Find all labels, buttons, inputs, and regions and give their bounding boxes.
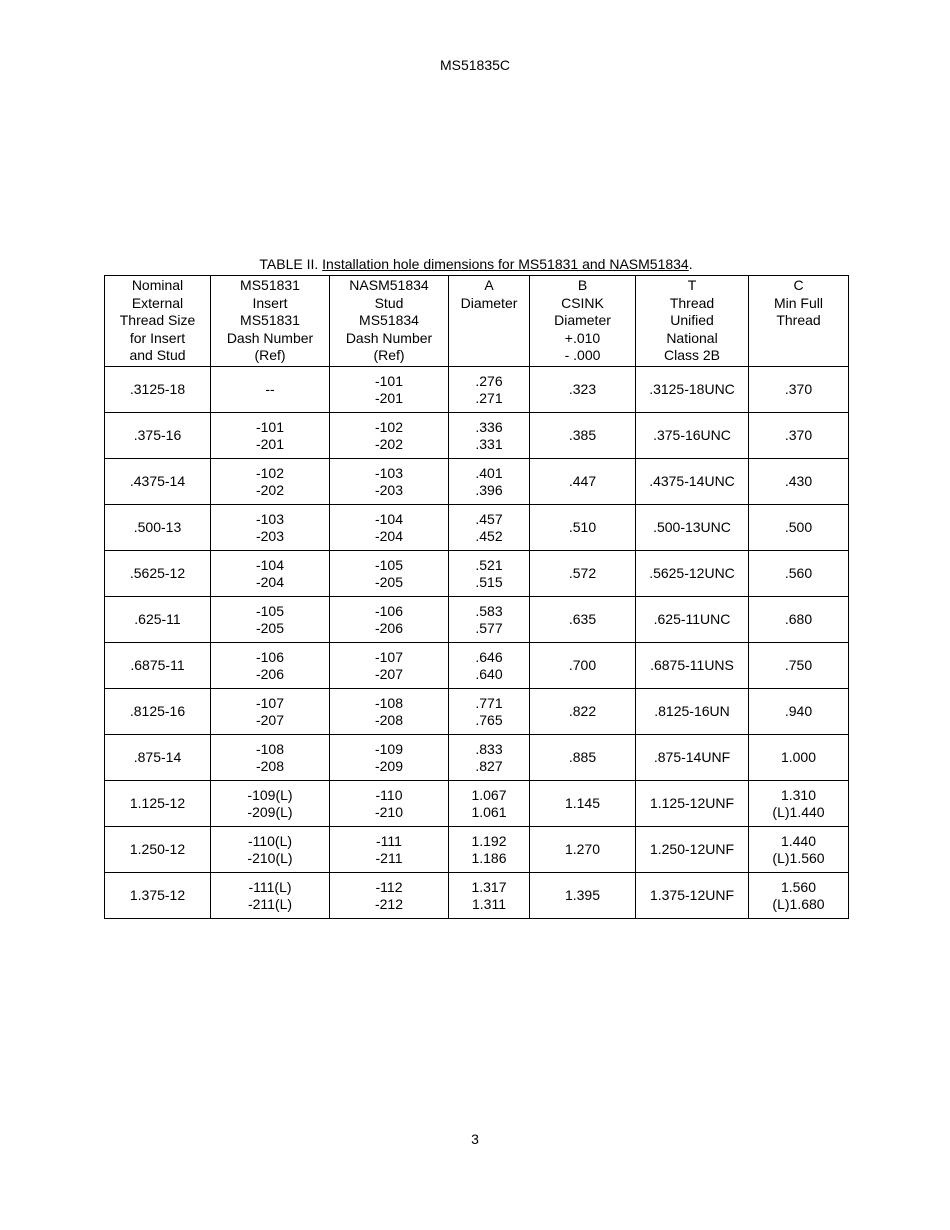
cell-line: .276 [475,372,503,389]
header-row [105,276,849,367]
cell-line: (L)1.680 [772,895,825,912]
cell-insert-dash [211,505,330,551]
cell-insert-dash [211,643,330,689]
cell-line: -203 [255,527,285,544]
header-c-min-thread [749,276,849,367]
cell-line: -111 [376,832,402,849]
header-line: MS51831 [240,277,300,293]
cell-insert-dash [211,367,330,413]
cell-stud-dash [330,735,449,781]
header-line: Diameter [460,294,518,311]
header-line: B [577,277,588,293]
cell-line: -201 [374,389,404,406]
header-line: Diameter [554,312,611,329]
header-line: Class 2B [663,347,721,364]
cell-line: -208 [255,757,285,774]
cell-line: -101 [255,418,285,435]
cell-line: .646 [475,648,503,665]
cell-line: -109 [374,740,404,757]
cell-c-min-thread [749,459,849,505]
header-line: Thread [669,294,715,311]
cell-line: -211(L) [247,895,293,912]
cell-c-min-thread [749,827,849,873]
caption-prefix: TABLE II. [259,256,323,272]
cell-line: -210(L) [247,849,293,866]
table-row [105,459,849,505]
cell-thread-size: .375-16 [105,413,211,459]
cell-a-diameter [449,827,530,873]
cell-line: -206 [255,665,285,682]
cell-line: .577 [475,619,503,636]
header-b-csink [530,276,636,367]
cell-line: -205 [255,619,285,636]
header-stud-dash [330,276,449,367]
cell-a-diameter [449,551,530,597]
cell-a-diameter [449,367,530,413]
cell-line: -108 [374,694,404,711]
table-row [105,413,849,459]
cell-c-min-thread [749,643,849,689]
cell-line: -202 [255,481,285,498]
cell-t-thread: .5625-12UNC [636,551,749,597]
cell-line: 1.310 [780,786,817,803]
cell-thread-size: .8125-16 [105,689,211,735]
header-line: and Stud [129,347,186,364]
cell-insert-dash [211,459,330,505]
cell-line: 1.317 [471,878,507,895]
cell-b-csink: 1.395 [530,873,636,919]
cell-c-min-thread [749,735,849,781]
header-thread-size [105,276,211,367]
cell-line: .396 [475,481,503,498]
header-line: Unified [670,312,714,329]
table-row [105,873,849,919]
cell-t-thread: .375-16UNC [636,413,749,459]
cell-line: -107 [255,694,285,711]
cell-thread-size: 1.250-12 [105,827,211,873]
caption-title: Installation hole dimensions for MS51831 and NASM51834 [322,256,689,272]
cell-line: -110 [375,786,403,803]
header-line: (Ref) [373,347,405,364]
cell-b-csink: .385 [530,413,636,459]
cell-line: -111(L) [248,878,292,895]
cell-line: -202 [374,435,404,452]
cell-thread-size: .5625-12 [105,551,211,597]
cell-line: .583 [475,602,503,619]
table-header [105,276,849,367]
header-line: Dash Number [345,329,433,346]
cell-line: -206 [374,619,404,636]
cell-line: .370 [784,381,813,397]
header-line: National [666,329,718,346]
header-line: External [131,294,184,311]
cell-a-diameter [449,689,530,735]
cell-stud-dash [330,459,449,505]
cell-thread-size: .875-14 [105,735,211,781]
cell-line: -101 [374,372,404,389]
cell-line: .430 [784,473,813,489]
cell-line: -102 [374,418,404,435]
cell-c-min-thread [749,597,849,643]
cell-line: 1.061 [471,803,507,820]
cell-line: -107 [374,648,404,665]
cell-line: 1.000 [780,749,817,765]
cell-t-thread: .8125-16UN [636,689,749,735]
cell-line: .452 [475,527,503,544]
cell-stud-dash [330,367,449,413]
cell-c-min-thread [749,505,849,551]
cell-b-csink: .323 [530,367,636,413]
header-line: (Ref) [254,347,286,364]
cell-c-min-thread [749,689,849,735]
cell-b-csink: 1.145 [530,781,636,827]
cell-stud-dash [330,597,449,643]
cell-stud-dash [330,413,449,459]
cell-stud-dash [330,505,449,551]
cell-t-thread: .500-13UNC [636,505,749,551]
cell-insert-dash [211,597,330,643]
cell-c-min-thread [749,367,849,413]
cell-b-csink: .447 [530,459,636,505]
cell-line: .680 [784,611,813,627]
cell-t-thread: .625-11UNC [636,597,749,643]
header-line: MS51831 [240,312,300,329]
table-row [105,689,849,735]
cell-line: -110(L) [247,832,293,849]
cell-line: .833 [475,740,503,757]
cell-line: (L)1.560 [772,849,825,866]
cell-line: -102 [255,464,285,481]
table-row [105,735,849,781]
caption-suffix: . [688,256,693,272]
cell-b-csink: .822 [530,689,636,735]
cell-stud-dash [330,643,449,689]
table-row [105,505,849,551]
cell-line: -104 [255,556,285,573]
header-line: +.010 [564,329,601,346]
cell-line: -103 [255,510,285,527]
cell-a-diameter [449,597,530,643]
header-line: Nominal [131,277,184,293]
cell-line: -105 [255,602,285,619]
cell-c-min-thread [749,781,849,827]
cell-line: .560 [784,565,813,581]
header-line: Insert [252,294,288,311]
cell-line: -105 [374,556,404,573]
cell-line: -203 [374,481,404,498]
header-line: Stud [374,294,404,311]
table-body [105,367,849,919]
table-caption [104,256,848,272]
cell-line: .521 [475,556,503,573]
table-row [105,643,849,689]
cell-line: -210 [374,803,404,820]
cell-b-csink: .885 [530,735,636,781]
cell-b-csink: .572 [530,551,636,597]
cell-line: -201 [255,435,285,452]
cell-line: -- [265,381,275,397]
cell-insert-dash [211,735,330,781]
document-id: MS51835C [439,57,511,73]
cell-t-thread: 1.125-12UNF [636,781,749,827]
header-line: CSINK [561,294,604,311]
cell-thread-size: .3125-18 [105,367,211,413]
cell-stud-dash [330,827,449,873]
cell-b-csink: .510 [530,505,636,551]
cell-c-min-thread [749,873,849,919]
cell-line: -211 [375,849,403,866]
cell-line: -209(L) [247,803,293,820]
cell-a-diameter [449,413,530,459]
cell-line: -205 [374,573,404,590]
table-row [105,367,849,413]
cell-line: 1.192 [471,832,507,849]
cell-line: .500 [784,519,813,535]
cell-line: 1.067 [471,786,507,803]
cell-line: -208 [374,711,404,728]
cell-line: -204 [374,527,404,544]
cell-line: .771 [475,694,503,711]
cell-a-diameter [449,643,530,689]
table-row [105,781,849,827]
cell-stud-dash [330,551,449,597]
table-row [105,827,849,873]
cell-line: .370 [784,427,813,443]
cell-a-diameter [449,735,530,781]
cell-line: (L)1.440 [772,803,825,820]
cell-line: -207 [255,711,285,728]
cell-t-thread: .875-14UNF [636,735,749,781]
cell-t-thread: .6875-11UNS [636,643,749,689]
cell-insert-dash [211,551,330,597]
cell-thread-size: .625-11 [105,597,211,643]
cell-insert-dash [211,781,330,827]
cell-line: -207 [374,665,404,682]
cell-line: -112 [375,878,403,895]
cell-line: -106 [255,648,285,665]
header-line: Thread [776,312,821,329]
cell-line: 1.440 [780,832,817,849]
header-line: A [484,277,494,293]
cell-c-min-thread [749,551,849,597]
cell-line: .457 [475,510,503,527]
cell-line: .336 [475,418,503,435]
cell-t-thread: .4375-14UNC [636,459,749,505]
cell-line: .750 [784,657,813,673]
cell-b-csink: 1.270 [530,827,636,873]
cell-line: .331 [475,435,503,452]
cell-line: .271 [475,389,503,406]
header-line: NASM51834 [349,277,429,293]
cell-t-thread: 1.250-12UNF [636,827,749,873]
cell-insert-dash [211,413,330,459]
cell-insert-dash [211,873,330,919]
cell-a-diameter [449,459,530,505]
cell-line: -108 [255,740,285,757]
cell-a-diameter [449,781,530,827]
cell-insert-dash [211,827,330,873]
cell-thread-size: .500-13 [105,505,211,551]
cell-line: -209 [374,757,404,774]
installation-hole-dimensions-table [104,275,849,919]
cell-line: .515 [475,573,503,590]
header-t-thread [636,276,749,367]
cell-line: .940 [784,703,813,719]
header-line: Thread Size [119,312,196,329]
header-line: T [687,277,697,293]
cell-thread-size: .6875-11 [105,643,211,689]
cell-line: -104 [374,510,404,527]
cell-thread-size: 1.125-12 [105,781,211,827]
cell-a-diameter [449,873,530,919]
cell-thread-size: 1.375-12 [105,873,211,919]
header-insert-dash [211,276,330,367]
cell-a-diameter [449,505,530,551]
cell-stud-dash [330,781,449,827]
cell-line: -212 [374,895,404,912]
header-line: MS51834 [359,312,419,329]
cell-line: .401 [475,464,503,481]
cell-t-thread: 1.375-12UNF [636,873,749,919]
cell-line: 1.311 [472,895,506,912]
header-line: Dash Number [226,329,314,346]
header-line: Min Full [773,294,823,311]
cell-stud-dash [330,873,449,919]
cell-line: 1.560 [780,878,817,895]
cell-line: -204 [255,573,285,590]
cell-b-csink: .700 [530,643,636,689]
cell-insert-dash [211,689,330,735]
cell-line: .765 [475,711,503,728]
page-number: 3 [471,1131,479,1147]
table-row [105,597,849,643]
cell-c-min-thread [749,413,849,459]
header-line: - .000 [564,347,601,364]
header-line: C [793,277,804,293]
header-line: for Insert [129,329,186,346]
cell-line: .827 [475,757,503,774]
header-a-diameter [449,276,530,367]
cell-line: -103 [374,464,404,481]
cell-line: -109(L) [247,786,293,803]
cell-line: .640 [475,665,503,682]
cell-b-csink: .635 [530,597,636,643]
cell-line: -106 [374,602,404,619]
cell-stud-dash [330,689,449,735]
cell-line: 1.186 [471,849,507,866]
cell-thread-size: .4375-14 [105,459,211,505]
cell-t-thread: .3125-18UNC [636,367,749,413]
table-row [105,551,849,597]
